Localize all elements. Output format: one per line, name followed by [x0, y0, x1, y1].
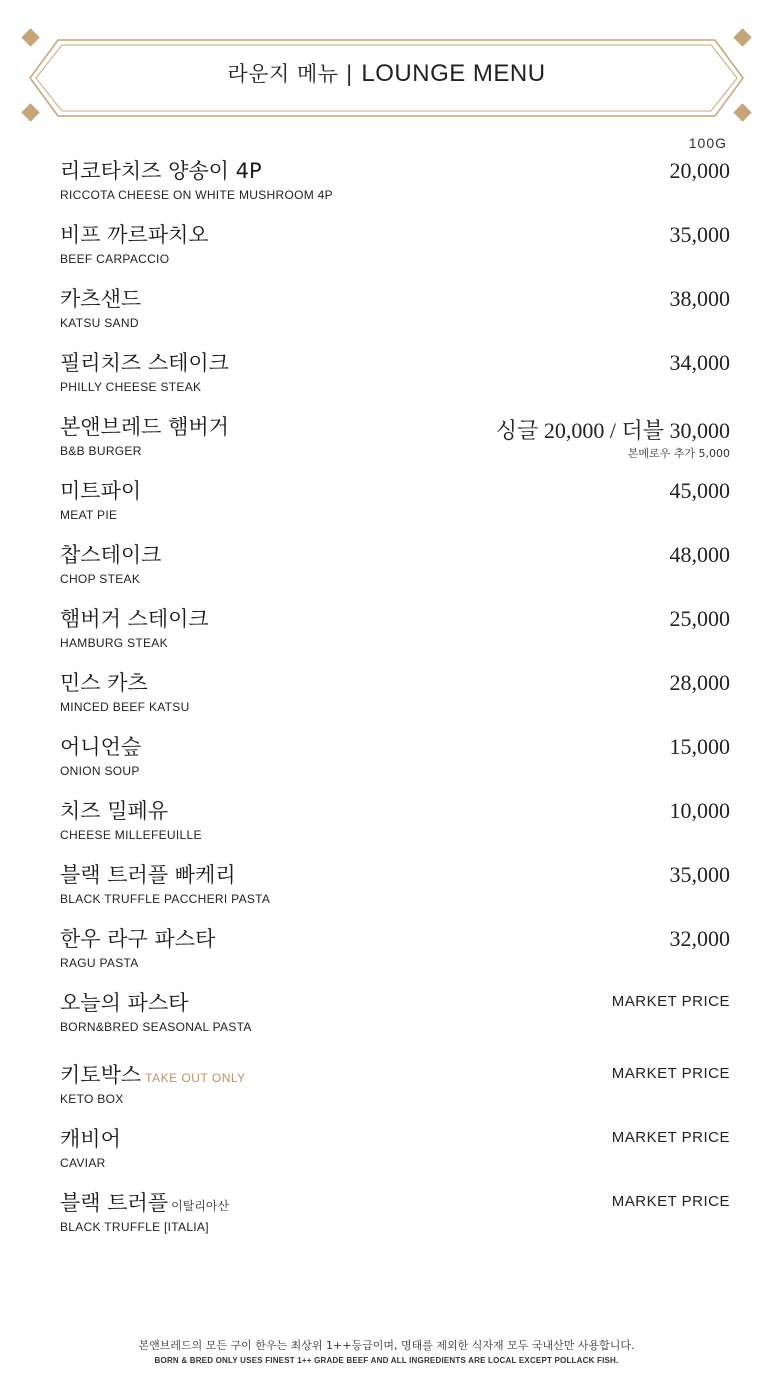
item-name-ko: 비프 까르파치오 [60, 223, 209, 247]
item-price: 15,000 [669, 734, 730, 759]
menu-item [60, 1123, 730, 1187]
unit-label: 100G [688, 135, 727, 151]
item-name-ko: 오늘의 파스타 [60, 991, 189, 1015]
item-price: MARKET PRICE [611, 1065, 730, 1082]
menu-item [60, 219, 730, 283]
item-price: 35,000 [669, 222, 730, 247]
item-price: 48,000 [669, 542, 730, 567]
item-price-note: 본메로우 추가 5,000 [627, 447, 730, 460]
menu-item [60, 795, 730, 859]
item-price: 38,000 [669, 286, 730, 311]
diamond-ornament-top-right [733, 28, 751, 46]
item-name-ko [60, 1187, 229, 1217]
item-name-ko-text: 블랙 트러플 [60, 1191, 169, 1215]
item-name-en: HAMBURG STEAK [60, 636, 168, 650]
item-name-en: BLACK TRUFFLE PACCHERI PASTA [60, 892, 271, 906]
item-name-en: BLACK TRUFFLE [ITALIA] [60, 1220, 209, 1234]
item-name-ko: 어니언슾 [60, 735, 142, 759]
diamond-ornament-bottom-right [733, 103, 751, 121]
item-price: 20,000 [669, 158, 730, 183]
item-name-en: BORN&BRED SEASONAL PASTA [60, 1020, 252, 1034]
menu-item [60, 1059, 730, 1123]
item-price: MARKET PRICE [611, 993, 730, 1010]
item-name-en: RICCOTA CHEESE ON WHITE MUSHROOM 4P [60, 188, 333, 202]
item-price: 싱글 20,000 / 더블 30,000 [495, 418, 730, 443]
item-name-en: CHEESE MILLEFEUILLE [60, 828, 202, 842]
diamond-ornament-top-left [21, 28, 39, 46]
menu-item [60, 667, 730, 731]
item-name-en: KETO BOX [60, 1092, 124, 1106]
page-title [0, 58, 773, 88]
item-name-ko: 블랙 트러플 빠케리 [60, 863, 236, 887]
item-price: 34,000 [669, 350, 730, 375]
item-name-ko: 카츠샌드 [60, 287, 142, 311]
item-name-ko: 햄버거 스테이크 [60, 607, 209, 631]
item-price: 32,000 [669, 926, 730, 951]
title-english: LOUNGE MENU [361, 60, 546, 87]
item-price: MARKET PRICE [611, 1193, 730, 1210]
menu-item [60, 859, 730, 923]
item-name-ko: 찹스테이크 [60, 543, 162, 567]
item-price: 45,000 [669, 478, 730, 503]
item-name-ko: 리코타치즈 양송이 4P [60, 159, 262, 183]
footer-note-ko: 본앤브레드의 모든 구이 한우는 최상위 1++등급이며, 명태를 제외한 식자재 모두 국내산만 사용합니다. [138, 1339, 635, 1352]
item-name-en: PHILLY CHEESE STEAK [60, 380, 202, 394]
item-price: MARKET PRICE [611, 1129, 730, 1146]
item-price: 28,000 [669, 670, 730, 695]
item-name-ko: 한우 라구 파스타 [60, 927, 216, 951]
menu-item [60, 603, 730, 667]
item-name-ko: 치즈 밀페유 [60, 799, 169, 823]
menu-list [60, 155, 730, 1251]
item-name-en: KATSU SAND [60, 316, 139, 330]
menu-item [60, 1187, 730, 1251]
menu-item [60, 347, 730, 411]
item-name-en: CAVIAR [60, 1156, 106, 1170]
take-out-note: TAKE OUT ONLY [145, 1071, 246, 1085]
item-name-ko: 필리치즈 스테이크 [60, 351, 229, 375]
item-name-en: BEEF CARPACCIO [60, 252, 170, 266]
footer-note-en: BORN & BRED ONLY USES FINEST 1++ GRADE BEEF AND ALL INGREDIENTS ARE LOCAL EXCEPT POLLACK FISH. [154, 1356, 619, 1365]
item-name-en: MINCED BEEF KATSU [60, 700, 190, 714]
item-name-ko-text: 키토박스 [60, 1063, 142, 1087]
item-name-ko: 미트파이 [60, 479, 142, 503]
menu-item [60, 283, 730, 347]
item-name-en: MEAT PIE [60, 508, 118, 522]
menu-item [60, 411, 730, 475]
item-price: 25,000 [669, 606, 730, 631]
menu-item [60, 155, 730, 219]
item-name-en: B&B BURGER [60, 444, 142, 458]
menu-item [60, 987, 730, 1059]
origin-note: 이탈리아산 [171, 1199, 230, 1213]
item-name-en: CHOP STEAK [60, 572, 141, 586]
item-name-en: RAGU PASTA [60, 956, 139, 970]
item-name-ko: 민스 카츠 [60, 671, 148, 695]
item-name-ko: 본앤브레드 햄버거 [60, 415, 229, 439]
diamond-ornament-bottom-left [21, 103, 39, 121]
item-price: 35,000 [669, 862, 730, 887]
title-korean: 라운지 메뉴 | [227, 62, 354, 86]
item-name-ko [60, 1059, 246, 1089]
item-price: 10,000 [669, 798, 730, 823]
menu-item [60, 731, 730, 795]
menu-item [60, 475, 730, 539]
menu-item [60, 923, 730, 987]
menu-item [60, 539, 730, 603]
item-name-en: ONION SOUP [60, 764, 140, 778]
item-name-ko: 캐비어 [60, 1127, 121, 1151]
